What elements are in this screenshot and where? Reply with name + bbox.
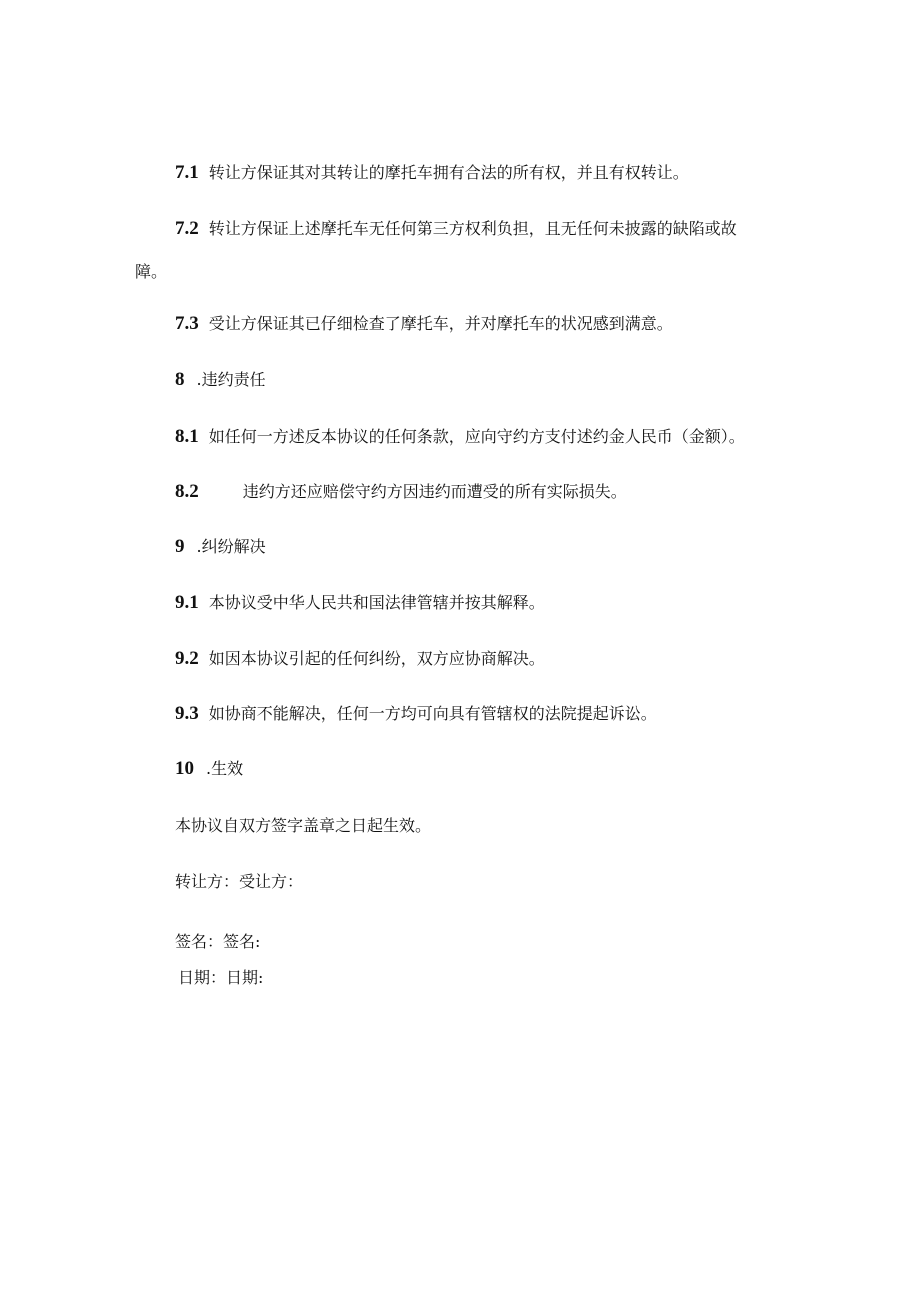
clause-text: 受让方保证其已仔细检查了摩托车，并对摩托车的状况感到满意。 [208,314,673,333]
clause-7-2-continuation: 障。 [135,262,168,281]
clause-number: 9.1 [175,592,199,613]
clause-9-2 [175,649,545,669]
clause-8-1 [175,427,745,447]
section-10-heading [175,759,243,779]
section-title: .纠纷解决 [196,537,266,556]
section-8-heading [175,370,266,390]
clause-text: 转让方保证上述摩托车无任何第三方权利负担，且无任何未披露的缺陷或故 [208,219,737,238]
clause-7-3 [175,314,673,334]
section-9-heading [175,537,266,557]
clause-8-2 [175,482,627,502]
clause-9-1 [175,593,545,613]
clause-number: 9.3 [175,703,199,724]
section-number: 8 [175,369,185,390]
clause-number: 7.1 [175,162,199,183]
clause-number: 9.2 [175,648,199,669]
effective-statement: 本协议自双方签字盖章之日起生效。 [175,816,432,835]
clause-text: 如因本协议引起的任何纠纷，双方应协商解决。 [208,649,545,668]
clause-text: 本协议受中华人民共和国法律管辖并按其解释。 [208,593,545,612]
date-line: 日期：日期: [178,968,264,987]
section-number: 10 [175,758,194,779]
section-title: .违约责任 [196,370,266,389]
parties-line: 转让方：受让方： [175,872,304,891]
signature-line: 签名：签名: [175,932,261,951]
clause-text: 违约方还应赔偿守约方因违约而遭受的所有实际损失。 [242,482,627,501]
clause-text: 如任何一方述反本协议的任何条款，应向守约方支付述约金人民币（金额）。 [208,427,745,446]
section-number: 9 [175,536,185,557]
clause-number: 7.3 [175,313,199,334]
clause-7-2 [175,219,737,239]
clause-number: 8.2 [175,481,199,502]
clause-9-3 [175,704,657,724]
clause-7-1 [175,163,689,183]
clause-number: 8.1 [175,426,199,447]
clause-number: 7.2 [175,218,199,239]
clause-text: 转让方保证其对其转让的摩托车拥有合法的所有权，并且有权转让。 [208,163,689,182]
clause-text: 如协商不能解决，任何一方均可向具有管辖权的法院提起诉讼。 [208,704,657,723]
section-title: .生效 [206,759,244,778]
